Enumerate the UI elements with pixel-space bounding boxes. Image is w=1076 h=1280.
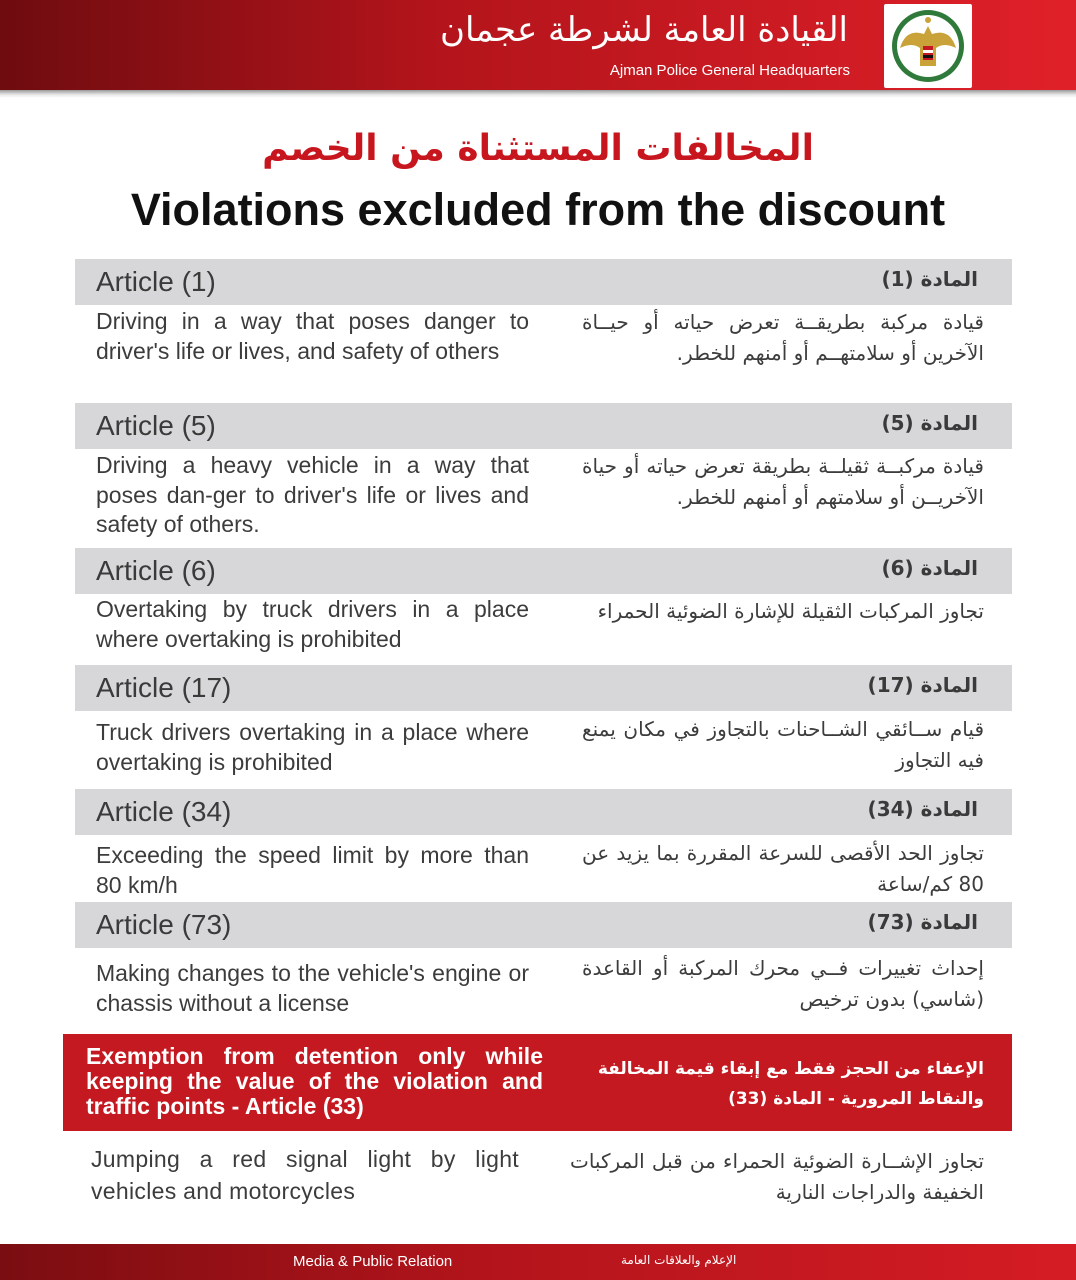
article-header <box>75 403 1012 449</box>
exemption-text-en: Exemption from detention only while keeping the value of the violation and traffic points - Article (33) <box>86 1043 543 1119</box>
article-label-en: Article (5) <box>96 410 216 441</box>
article-desc-en: Driving in a way that poses danger to driver's life or lives, and safety of others <box>96 308 529 364</box>
exemption-desc-en: Jumping a red signal light by light vehicles and motorcycles <box>91 1146 519 1204</box>
article-label-ar: المادة (5) <box>881 411 978 435</box>
article-desc-ar: قيادة مركبة بطريقــة تعرض حياته أو حيــاة الآخرين أو سلامتهــم أو أمنهم للخطر. <box>582 310 984 365</box>
exemption-text-ar: الإعفاء من الحجز فقط مع إبقاء قيمة المخالفة والنقاط المرورية - المادة (33) <box>597 1059 984 1109</box>
page-title-english: Violations excluded from the discount <box>130 184 946 235</box>
exemption-desc-ar: تجاوز الإشــارة الضوئية الحمراء من قبل المركبات الخفيفة والدراجات النارية <box>570 1149 984 1204</box>
org-name-arabic: القيادة العامة لشرطة عجمان <box>440 10 848 50</box>
article-desc-ar: إحداث تغييرات فــي محرك المركبة أو القاعدة (شاسي) بدون ترخيص <box>582 956 984 1011</box>
article-header <box>75 665 1012 711</box>
page-title-arabic: المخالفات المستثناة من الخصم <box>262 128 814 169</box>
article-label-ar: المادة (1) <box>881 267 978 291</box>
article-label-en: Article (73) <box>96 909 232 940</box>
article-label-en: Article (34) <box>96 796 232 827</box>
article-desc-ar: تجاوز الحد الأقصى للسرعة المقررة بما يزيد عن 80 كم/ساعة <box>582 841 984 896</box>
article-desc-en: Making changes to the vehicle's engine or chassis without a license <box>96 960 529 1016</box>
org-name-english: Ajman Police General Headquarters <box>609 62 850 79</box>
article-desc-en: Truck drivers overtaking in a place where overtaking is prohibited <box>96 719 529 775</box>
footer-label-ar: الإعلام والعلاقات العامة <box>621 1253 737 1267</box>
article-header <box>75 902 1012 948</box>
article-desc-ar: تجاوز المركبات الثقيلة للإشارة الضوئية الحمراء <box>597 599 984 623</box>
footer-band <box>0 1244 1076 1280</box>
article-header <box>75 259 1012 305</box>
article-label-ar: المادة (73) <box>867 910 978 934</box>
article-desc-en: Overtaking by truck drivers in a place where overtaking is prohibited <box>96 596 529 652</box>
article-desc-ar: قيام ســائقي الشــاحنات بالتجاوز في مكان يمنع فيه التجاوز <box>582 717 984 772</box>
article-label-en: Article (6) <box>96 555 216 586</box>
article-label-ar: المادة (17) <box>867 673 978 697</box>
article-header <box>75 789 1012 835</box>
article-desc-en: Exceeding the speed limit by more than 80 km/h <box>96 842 529 898</box>
exemption-banner <box>63 1034 1012 1131</box>
article-label-en: Article (17) <box>96 672 232 703</box>
article-header <box>75 548 1012 594</box>
article-label-ar: المادة (34) <box>867 797 978 821</box>
article-desc-ar: قيادة مركبــة ثقيلــة بطريقة تعرض حياته أو حياة الآخريــن أو سلامتهم أو أمنهم للخطر. <box>582 454 984 509</box>
article-label-en: Article (1) <box>96 266 216 297</box>
article-label-ar: المادة (6) <box>881 556 978 580</box>
footer-label-en: Media & Public Relation <box>293 1253 453 1270</box>
article-desc-en: Driving a heavy vehicle in a way that poses dan-ger to driver's life or lives and safety of others. <box>96 452 529 537</box>
